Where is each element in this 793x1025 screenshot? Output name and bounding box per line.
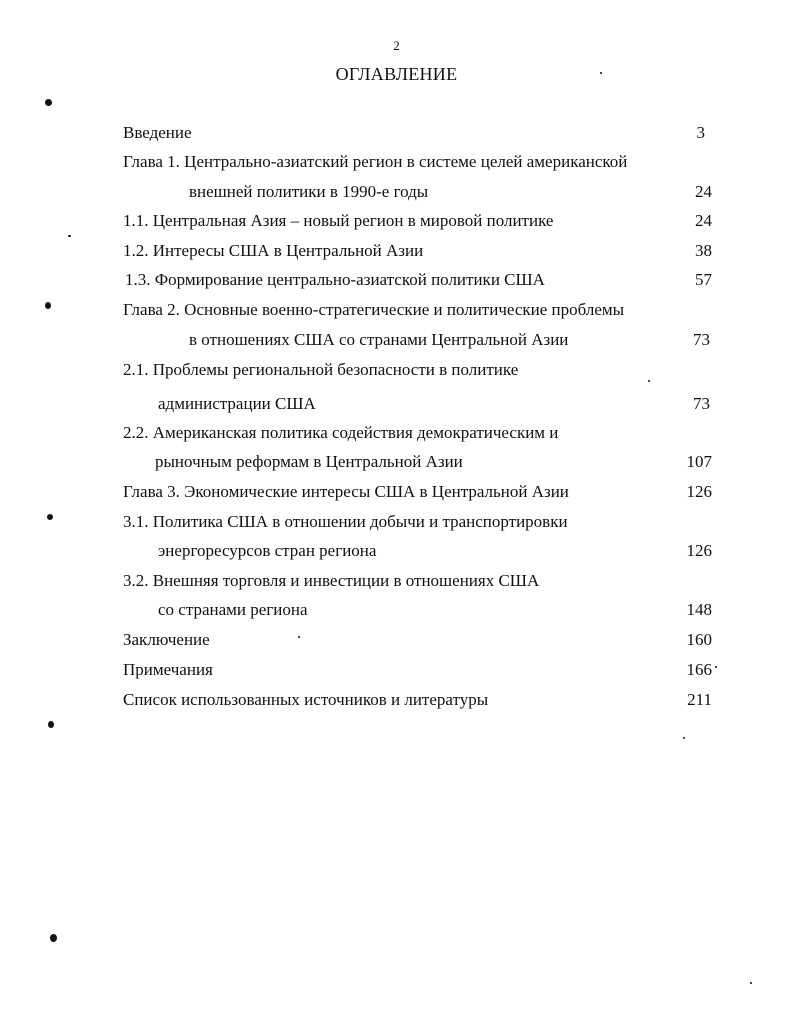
toc-entry-text: внешней политики в 1990-е годы xyxy=(189,182,429,201)
toc-entry-text: Введение xyxy=(123,123,192,142)
toc-entry-page: 24 xyxy=(695,182,712,201)
scan-speck xyxy=(48,721,54,728)
toc-entry-text: Глава 1. Центрально-азиатский регион в системе целей американской xyxy=(123,152,628,171)
scan-speck xyxy=(68,235,71,237)
toc-entry-page: 57 xyxy=(695,270,712,289)
scan-speck xyxy=(298,636,300,638)
toc-entry-page: 3 xyxy=(696,123,705,142)
toc-entry-text: рыночным реформам в Центральной Азии xyxy=(155,452,463,471)
toc-entry-page: 166 xyxy=(686,660,712,679)
toc-entry-page: 73 xyxy=(693,330,710,349)
toc-entry-text: энергоресурсов стран региона xyxy=(158,541,377,560)
toc-entry-text: 1.1. Центральная Азия – новый регион в мировой политике xyxy=(123,211,554,230)
toc-entry-text: Глава 2. Основные военно-стратегические и политические проблемы xyxy=(123,300,625,319)
toc-entry-page: 73 xyxy=(693,394,710,413)
toc-entry-text: Примечания xyxy=(123,660,213,679)
scan-speck xyxy=(715,666,717,668)
scan-speck xyxy=(45,99,52,106)
toc-entry-text: Заключение xyxy=(123,630,210,649)
toc-entry-page: 211 xyxy=(687,690,712,709)
scan-speck xyxy=(683,737,685,739)
toc-entry-text: Список использованных источников и литературы xyxy=(123,690,489,709)
toc-entry-text: 2.1. Проблемы региональной безопасности в политике xyxy=(123,360,519,379)
toc-entry-text: Глава 3. Экономические интересы США в Центральной Азии xyxy=(123,482,569,501)
scan-speck xyxy=(45,302,51,309)
toc-entry-page: 148 xyxy=(686,600,712,619)
toc-entry-text: в отношениях США со странами Центральной Азии xyxy=(189,330,569,349)
toc-entry-text: 1.3. Формирование центрально-азиатской политики США xyxy=(125,270,545,289)
toc-entry-text: администрации США xyxy=(158,394,316,413)
scan-speck xyxy=(50,934,57,942)
toc-entry-page: 107 xyxy=(686,452,712,471)
scan-speck xyxy=(47,514,53,520)
toc-entry-page: 126 xyxy=(686,482,712,501)
page-number: 2 xyxy=(393,38,400,53)
scan-speck xyxy=(750,982,752,984)
toc-entry-text: 2.2. Американская политика содействия демократическим и xyxy=(123,423,559,442)
toc-entry-page: 160 xyxy=(686,630,712,649)
toc-entry-text: со странами региона xyxy=(158,600,308,619)
toc-entry-page: 126 xyxy=(686,541,712,560)
toc-entry-text: 3.2. Внешняя торговля и инвестиции в отношениях США xyxy=(123,571,540,590)
scan-speck xyxy=(648,380,650,382)
toc-title: ОГЛАВЛЕНИЕ xyxy=(335,64,458,84)
toc-entry-text: 3.1. Политика США в отношении добычи и транспортировки xyxy=(123,512,568,531)
toc-entry-page: 38 xyxy=(695,241,712,260)
toc-entry-page: 24 xyxy=(695,211,712,230)
scan-speck xyxy=(600,72,602,74)
toc-entry-text: 1.2. Интересы США в Центральной Азии xyxy=(123,241,424,260)
